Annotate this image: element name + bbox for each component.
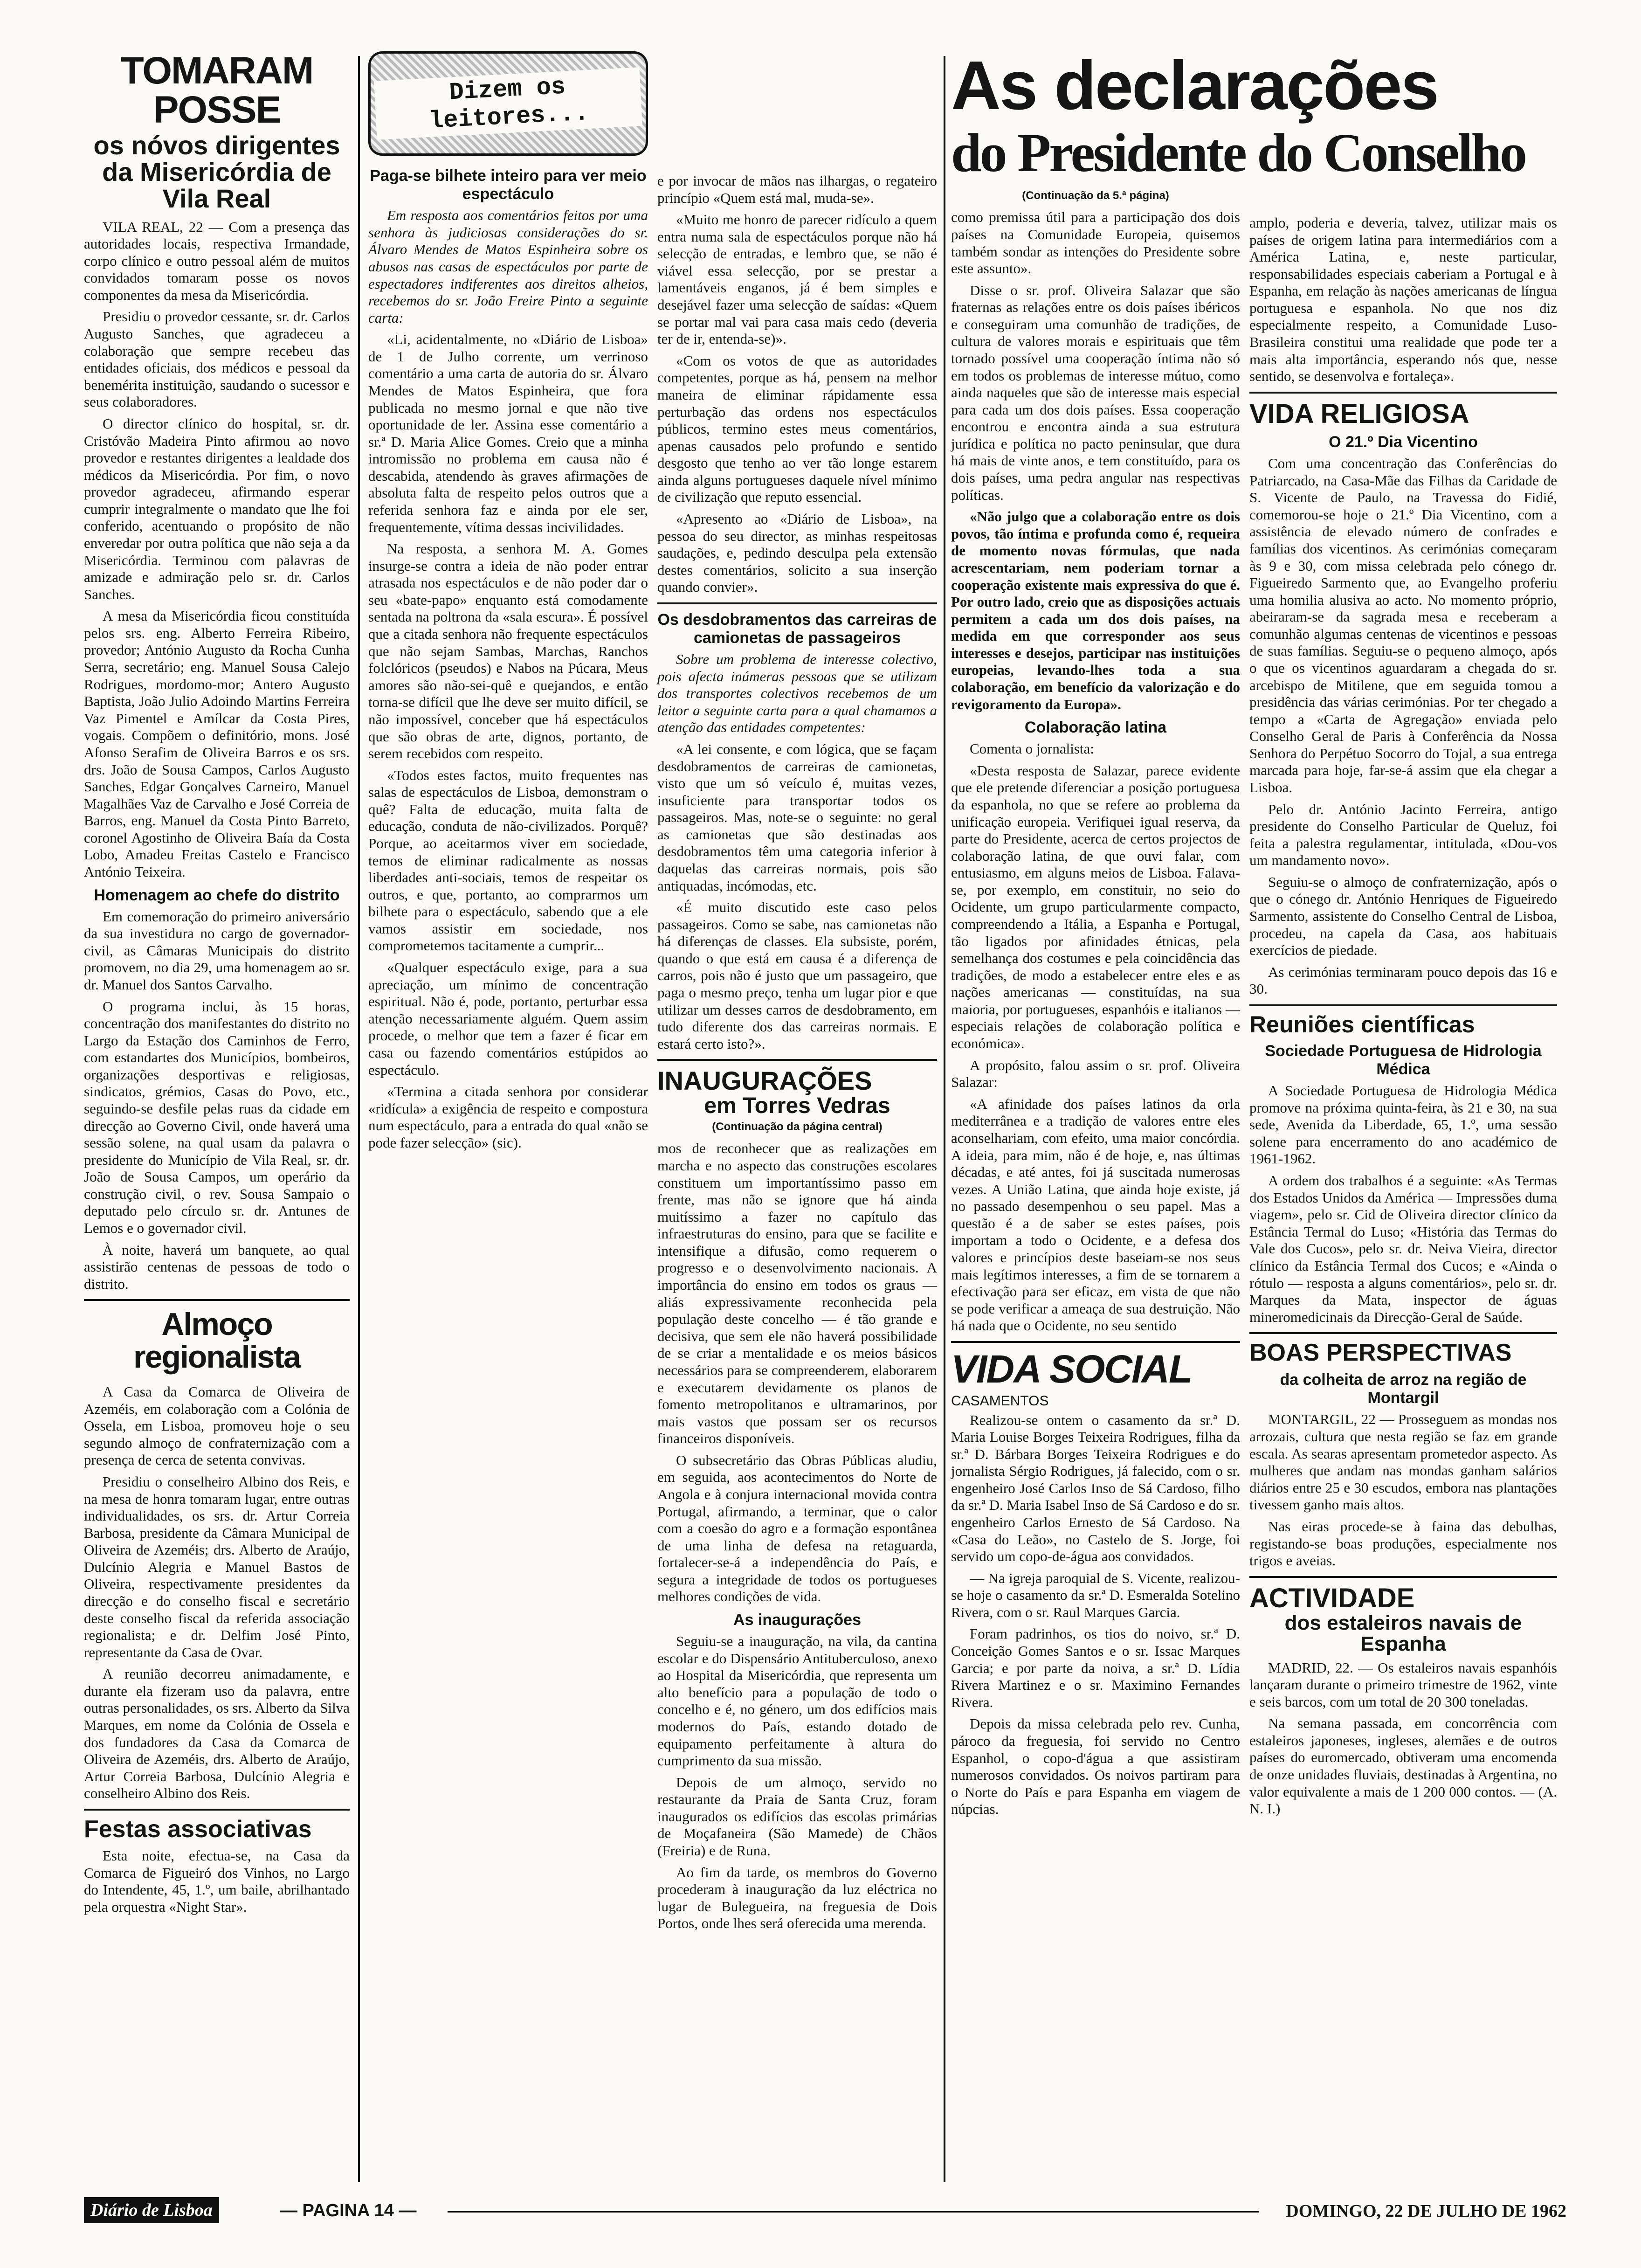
article-paragraph: Realizou-se ontem o casamento da sr.ª D. Maria Louise Borges Teixeira Rodrigues, filha da sr.ª D. Bárbara Borges Teixeira Rodrigues e do jornalista Sérgio Rodrigues, já falecido, com o sr. engenheiro José Carlos Inso de Sá Cardoso, filho da sr.ª D. Maria Isabel Inso de Sá Cardoso e do sr. engenheiro Carlos Ernesto de Sá Cardoso. Na «Casa do Leão», no Castelo de S. Jorge, foi servido um copo-de-água aos convidados. [951,1411,1240,1565]
page-footer [84,2197,1566,2225]
readers-banner-title: Dizem os leitores... [374,67,642,140]
article-paragraph: como premissa útil para a participação dos dois países na Comunidade Europeia, quisemos também sondar as intenções do Presidente sobre este assunto». [951,209,1240,277]
article-paragraph: Com uma concentração das Conferências do Patriarcado, na Casa-Mãe das Filhas da Caridade de S. Vicente de Paulo, na Travessa do Fidié, comemorou-se hoje o 21.º Dia Vicentino, com a assistência de elevado número de confrades e famílias dos vicentinos. As cerimónias começaram às 9 e 30, com missa celebrada pelo cónego dr. Figueiredo Sarmento que, ao Evangelho proferiu uma homilia alusiva ao acto. No momento próprio, abeiraram-se da sagrada mesa e receberam a comunhão algumas centenas de vicentinos e pessoas de suas famílias. Seguiu-se o pequeno almoço, após o que os vicentinos aguardaram a chegada do sr. arcebispo de Mitilene, que em seguida tomou a presidência das várias cerimónias. Por ter chegado a tempo a «Carta de Agregação» enviada pelo Conselho Geral de Paris à Conferência da Nossa Senhora do Perpétuo Socorro do Tojal, a sua entrega marcada para hoje, far-se-á assim que ela chegar a Lisboa. [1249,455,1557,796]
article-paragraph: «Qualquer espectáculo exige, para a sua apreciação, um mínimo de concentração espiritual. Não é, pode, portanto, perturbar essa atenção necessariamente alguém. Quem assim procede, o melhor que tem a fazer é ficar em casa ou fazendo comentários estúpidos ao espectáculo. [368,959,648,1078]
page-number: — PAGINA 14 — [280,2201,417,2220]
article-paragraph: Seguiu-se a inauguração, na vila, da cantina escolar e do Dispensário Antituberculoso, anexo ao Hospital da Misericórdia, que representa um alto benefício para a população de todo o concelho e é, no género, um dos edifícios mais modernos do País, estando dotado de equipamento perfeitamente à altura do cumprimento da sua missão. [657,1633,937,1769]
letter-heading: Paga-se bilhete inteiro para ver meio espectáculo [370,167,647,203]
section-subheading: Colaboração latina [1024,719,1167,737]
divider [657,602,937,604]
article-paragraph: Depois da missa celebrada pelo rev. Cunha, pároco da freguesia, foi servido no Centro Espanhol, o copo-d'água a que assistiram numerosos convidados. Os noivos partiram para o Norte do País e para Espanha em viagem de núpcias. [951,1715,1240,1818]
continuation-note: (Continuação da 5.ª página) [1022,189,1169,202]
headline-inauguracoes: INAUGURAÇÕES [657,1066,872,1096]
article-paragraph: «Desta resposta de Salazar, parece evidente que ele pretende diferenciar a posição portuguesa da espanhola, no que se refere ao problema da unificação europeia. Verifiquei igual reserva, da parte do Presidente, acerca de certos projectos de colaboração latina, de que ouvi falar, com entusiasmo, em alguns meios de Lisboa. Falava-se, por exemplo, em constituir, no seio do Ocidente, um grupo particularmente compacto, compreendendo a Itália, a Espanha e Portugal, tão ligados por afinidades étnicas, pela semelhança dos costumes e pela coincidência das tradições, de modo a estabelecer entre eles e as nações americanas — constituídas, na sua maioria, por portugueses, espanhóis e italianos — especiais relações de colaboração política e económica». [951,762,1240,1052]
article-paragraph: «Todos estes factos, muito frequentes nas salas de espectáculos de Lisboa, demonstram o quê? Falta de educação, muita falta de educação, conduta de não-civilizados. Porquê? Porque, ao aceitarmos viver em sociedade, temos de eliminar radicalmente as nossas liberdades anti-sociais, temos de respeitar os outros, e que, portanto, ao comprarmos um bilhete para o espectáculo, sabendo que a ele vamos assistir em sociedade, nos comprometemos tacitamente a cumprir... [368,767,648,954]
section-subheading: O 21.º Dia Vicentino [1329,433,1478,451]
divider [84,1299,350,1301]
article-paragraph: A propósito, falou assim o sr. prof. Oliveira Salazar: [951,1057,1240,1091]
divider [1249,1576,1557,1578]
article-paragraph: «Muito me honro de parecer ridículo a quem entra numa sala de espectáculos porque não há selecção de entradas, e lembro que, se não é viável essa selecção, por se prestar a lamentáveis enganos, já é bem simples e desejável fazer uma selecção de saídas: «Quem se portar mal vai para casa mais cedo (deveria ter de ir, entenda-se)». [657,211,937,347]
article-paragraph: A ordem dos trabalhos é a seguinte: «As Termas dos Estados Unidos da América — Impressões duma viagem», pelo sr. Cid de Oliveira director clínico da Estância Termal do Luso; «História das Termas do Vale dos Cucos», pelo sr. dr. Neiva Vieira, director clínico da Estância Termal dos Cucos; e «Ainda o rótulo — resposta a alguns comentários», pelo sr. dr. Marques da Mata, inspector de águas mineromedicinais da Direcção-Geral de Saúde. [1249,1172,1557,1325]
article-paragraph: — Na igreja paroquial de S. Vicente, realizou-se hoje o casamento da sr.ª D. Esmeralda Sotelino Rivera, com o sr. Raul Marques Garcia. [951,1570,1240,1620]
article-paragraph: Em comemoração do primeiro aniversário da sua investidura no cargo de governador-civil, as Câmaras Municipais do distrito promovem, no dia 29, uma homenagem ao sr. dr. Manuel dos Santos Carvalho. [84,908,350,993]
headline-vida-social: VIDA SOCIAL [951,1347,1192,1391]
headline-vida-religiosa: VIDA RELIGIOSA [1249,398,1469,429]
article-paragraph: À noite, haverá um banquete, ao qual assistirão centenas de pessoas de todo o distrito. [84,1241,350,1292]
section-subheading: Sociedade Portuguesa de Hidrologia Médica [1265,1042,1542,1079]
article-paragraph: A Sociedade Portuguesa de Hidrologia Médica promove na próxima quinta-feira, às 21 e 30, na sua sede, Avenida da Liberdade, 65, 1.º, uma sessão solene para encerramento do ano académico de 1961-1962. [1249,1082,1557,1167]
divider [657,1059,937,1061]
article-paragraph: Depois de um almoço, servido no restaurante da Praia de Santa Cruz, foram inaugurados os edifícios das escolas primárias de Moçafaneira (São Mamede) de Chãos (Freiria) e de Runa. [657,1774,937,1859]
article-paragraph: «É muito discutido este caso pelos passageiros. Como se sabe, nas camionetas não há diferenças de classes. Ela subsiste, porém, quando o que está em causa é a diferença de carros, pois não é justo que um passageiro, que paga o mesmo preço, tenha um lugar pior e que utilizar um desses carros de desdobramento, em tudo diferente dos das carreiras normais. E estará certo isto?». [657,899,937,1052]
column-5 [1249,214,1557,1822]
headline-reunioes-cientificas: Reuniões científicas [1249,1011,1475,1037]
article-paragraph: A mesa da Misericórdia ficou constituída pelos srs. eng. Alberto Ferreira Ribeiro, provedor; António Augusto da Rocha Cunha Serra, secretário; eng. Manuel Sousa Calejo Rodrigues, mordomo-mor; Antero Augusto Baptista, João Julio Adoindo Martins Ferreira Vaz Pimentel e Amílcar da Costa Pires, vogais. Compõem o definitório, mons. José Afonso Serafim de Oliveira Barros e os srs. drs. João de Sousa Campos, Carlos Augusto Sanches, Edgar Gonçalves Carneiro, Manuel Magalhães Vaz de Carvalho e José Correia de Barros, eng. Manuel da Costa Pinto Barreto, coronel Agostinho de Oliveira Baía da Costa Lobo, Amadeu Freitas Castelo e Francisco António Teixeira. [84,608,350,880]
headline-as-declaracoes: As declarações [951,47,1438,124]
subheadline-estaleiros: dos estaleiros navais de Espanha [1284,1611,1522,1655]
divider [1249,1004,1557,1006]
article-paragraph: Foram padrinhos, os tios do noivo, sr.ª D. Conceição Gomes Santos e o sr. Issac Marques Garcia; e por parte da noiva, a sr.ª D. Lídia Rivera Martinez e o sr. Maximino Fernandes Rivera. [951,1625,1240,1710]
headline-actividade: ACTIVIDADE [1249,1583,1415,1613]
divider [1249,392,1557,394]
article-paragraph: Na semana passada, em concorrência com estaleiros japoneses, ingleses, alemães e de outros países do euromercado, obtiveram uma encomenda de onze unidades fluviais, destinadas à Argentina, no valor equivalente a mais de 1 200 000 contos. — (A. N. I.) [1249,1715,1557,1817]
article-paragraph: «Com os votos de que as autoridades competentes, porque as há, pensem na melhor maneira de eliminar rápidamente essa perturbação das ordens nos espectáculos públicos, termino estes meus comentários, apenas causados pelo profundo e sentido desgosto que tenho ao ver tão longe estarem ainda alguns portugueses daquele nível mínimo de civilização que reputo essencial. [657,352,937,505]
column-1 [84,51,350,1920]
article-paragraph: Seguiu-se o almoço de confraternização, após o que o cónego dr. António Henriques de Figueiredo Sarmento, assistente do Conselho Central de Lisboa, procedeu, na capela da Casa, aos habituais exercícios de piedade. [1249,873,1557,959]
article-paragraph: «A afinidade dos países latinos da orla mediterrânea e a tradição de valores entre eles aconselhariam, com efeito, uma maior concórdia. A ideia, para mim, não é de hoje, e, nas últimas décadas, e até antes, foi já suscitada numerosas vezes. A União Latina, que ainda hoje existe, já no passado desempenhou o seu papel. Mas a questão é a de saber se estes países, pois importam a todo o Ocidente, e a defesa dos valores e princípios deste baseiam-se nos seus mais legítimos interesses, a fim de se tornarem a efectivação para ser eficaz, em vista de que não se pode verificar a ameaça de sua destruição. Não há nada que o Ocidente, no seu sentido [951,1095,1240,1334]
letter-heading: Os desdobramentos das carreiras de camionetas de passageiros [657,610,937,647]
article-paragraph: «Li, acidentalmente, no «Diário de Lisboa» de 1 de Julho corrente, um verrinoso comentário a uma carta de autoria do sr. Álvaro Mendes de Matos Espinheira, que fora publicada no mesmo jornal e que não tive oportunidade de ler. Assina esse comentário a sr.ª D. Maria Alice Gomes. Creio que a minha intromissão no problema em causa não é descabida, atendendo às graves afirmações de absoluta falta de respeito pelos outros que a referida senhora faz e ainda por ele ser, frequentemente, vítima dessas incivilidades. [368,331,648,535]
section-subheading: da colheita de arroz na região de Montargil [1280,1371,1527,1407]
footer-rule [448,2211,1259,2213]
column-rule-1 [358,56,360,2182]
headline-tomaram-posse: TOMARAM POSSE [120,49,313,131]
article-paragraph: VILA REAL, 22 — Com a presença das autoridades locais, respectiva Irmandade, corpo clínico e outro pessoal além de muitos convidados tomaram posse os novos componentes da mesa da Misericórdia. [84,218,350,303]
article-paragraph: Esta noite, efectua-se, na Casa da Comarca de Figueiró dos Vinhos, no Largo do Intendente, 45, 1.º, um baile, abrilhantado pela orquestra «Night Star». [84,1847,350,1915]
continuation-note: (Continuação da página central) [712,1120,883,1134]
article-paragraph: e por invocar de mãos nas ilhargas, o regateiro princípio «Quem está mal, muda-se». [657,173,937,206]
section-subheading: Homenagem ao chefe do distrito [94,886,340,904]
article-paragraph: MADRID, 22. — Os estaleiros navais espanhóis lançaram durante o primeiro trimestre de 1962, vinte e seis barcos, com um total de 20 300 toneladas. [1249,1659,1557,1710]
article-paragraph: «A lei consente, e com lógica, que se façam desdobramentos de carreiras de camionetas, visto que um só veículo é, muitas vezes, insuficiente para transportar todos os passageiros. Mas, note-se o seguinte: no geral as camionetas que são destinadas aos desdobramentos têm uma categoria inferior à daquelas das carreiras normais, pois são antiquadas, incómodas, etc. [657,740,937,894]
article-paragraph: «Não julgo que a colaboração entre os dois povos, tão íntima e profunda como é, requeira de momento novas fórmulas, que nada acrescentariam, nem poderiam tornar a cooperação existente mais expressiva do que é. Por outro lado, creio que as disposições actuais permitem a cada um dos dois países, na medida em que corresponder aos seus interesses e desejos, participar nas instituições europeias, levando-lhes toda a sua colaboração, em benefício da valorização e do revigoramento da Europa». [951,508,1240,712]
headline-boas-perspectivas: BOAS PERSPECTIVAS [1249,1339,1512,1367]
divider [951,1341,1240,1343]
article-paragraph: Pelo dr. António Jacinto Ferreira, antigo presidente do Conselho Particular de Queluz, foi feita a palestra regulamentar, intitulada, «Dou-vos um mandamento novo». [1249,801,1557,869]
section-subheading: CASAMENTOS [951,1393,1049,1409]
letter-intro: Sobre um problema de interesse colectivo, pois afecta inúmeras pessoas que se utilizam dos transportes colectivos recebemos de um leitor a seguinte carta para a qual chamamos a atenção das entidades competentes: [657,651,937,736]
headline-almoco-regionalista: Almoço regionalista [133,1307,300,1375]
article-paragraph: Ao fim da tarde, os membros do Governo procederam à inauguração da luz eléctrica no lugar de Bulegueira, na freguesia de Dois Portos, onde lhes será oferecida uma merenda. [657,1864,937,1932]
article-paragraph: O programa inclui, às 15 horas, concentração dos manifestantes do distrito no Largo da Estação dos Caminhos de Ferro, com estandartes dos Municípios, bombeiros, organizações desportivas e religiosas, sindicatos, grémios, Casas do Povo, etc., seguindo-se desfile pelas ruas da cidade em direcção ao Governo Civil, onde haverá uma sessão solene, na qual usam da palavra o presidente do Município de Vila Real, sr. dr. João de Sousa Campos, um operário da construção civil, o rev. Sousa Sampaio o deputado pelo círculo sr. dr. Antunes de Lemos e o governador civil. [84,998,350,1237]
article-paragraph: A reunião decorreu animadamente, e durante ela fizeram uso da palavra, entre outras personalidades, os srs. Alberto da Silva Marques, em nome da Colónia de Ossela e dos fundadores da Casa da Comarca de Oliveira de Azeméis, drs. Alberto de Araújo, Artur Correia Barbosa, Dulcínio Alegria e conselheiro Albino dos Reis. [84,1666,350,1802]
column-rule-2 [944,56,945,2182]
subheadline-misericordia: os nóvos dirigentes da Misericórdia de Vila Real [93,131,340,214]
article-paragraph: Comenta o jornalista: [970,740,1094,757]
article-paragraph: Disse o sr. prof. Oliveira Salazar que são fraternas as relações entre os dois países ibéricos e conseguiram uma comunhão de tradições, de cultura de valores morais e espirituais que têm tornado possível uma cooperação íntima não só em todos os problemas de interesse mútuo, como ainda naqueles que são de interesse mais especial para cada um dos dois países. Essa cooperação encontrou e encontra ainda a sua estrutura jurídica e política no pacto peninsular, que dura há mais de vinte anos, e tem constituído, para os dois países, uma pedra angular nas respectivas políticas. [951,282,1240,503]
issue-date: DOMINGO, 22 DE JULHO DE 1962 [1286,2201,1566,2221]
article-paragraph: amplo, poderia e deveria, talvez, utilizar mais os países de origem latina para intermediários com a América Latina, e, neste particular, responsabilidades especiais caberiam a Portugal e à Espanha, em relação às nações americanas de língua portuguesa e espanhola. No que nos diz especialmente respeito, a Comunidade Luso-Brasileira constitui uma realidade que pode ter a mais alta importância, esperando nós que, nesse sentido, se desenvolva e fortaleça». [1249,214,1557,385]
headline-festas-associativas: Festas associativas [84,1815,312,1843]
subheadline-torres-vedras: em Torres Vedras [704,1093,890,1119]
column-2 [368,51,648,1156]
article-paragraph: As cerimónias terminaram pouco depois das 16 e 30. [1249,963,1557,997]
article-paragraph: «Apresento ao «Diário de Lisboa», na pessoa do seu director, as minhas respeitosas saudações, e, pedindo desculpa pela extensão destes comentários, solicito a sua inserção quando convier». [657,510,937,595]
article-paragraph: A Casa da Comarca de Oliveira de Azeméis, em colaboração com a Colónia de Ossela, em Lisboa, promoveu hoje o seu segundo almoço de confraternização com a presença de cerca de setenta convivas. [84,1383,350,1468]
article-paragraph: Presidiu o provedor cessante, sr. dr. Carlos Augusto Sanches, que agradeceu a colaboração que sempre recebeu das entidades oficiais, dos médicos e pessoal da benemérita instituição, saudando o sucessor e seus colaboradores. [84,308,350,410]
article-paragraph: Presidiu o conselheiro Albino dos Reis, e na mesa de honra tomaram lugar, entre outras individualidades, os srs. dr. Artur Correia Barbosa, presidente da Câmara Municipal de Oliveira de Azeméis; drs. Alberto de Araújo, Dulcínio Alegria e Manuel Bastos de Oliveira, respectivamente presidentes da direcção e do conselho fiscal e secretário deste conselho fiscal da referida associação regionalista; e dr. Delfim José Pinto, representante da Casa de Ovar. [84,1473,350,1660]
divider [84,1809,350,1811]
article-paragraph: O director clínico do hospital, sr. dr. Cristóvão Madeira Pinto afirmou ao novo provedor e restantes dirigentes a lealdade dos médicos da Misericórdia. Por fim, o novo provedor agradeceu, afirmando esperar cumprir integralmente o mandato que lhe foi conferido, acentuando o propósito de não enveredar por outra política que não seja a da Misericórdia. Terminou com palavras de amizade e admiração pelo sr. dr. Carlos Sanches. [84,415,350,602]
masthead-logo: Diário de Lisboa [84,2197,219,2223]
letter-intro: Em resposta aos comentários feitos por uma senhora às judiciosas considerações do sr. Álvaro Mendes de Matos Espinheira sobre os abusos nas casas de espectáculos por parte de espectadores indiferentes aos direitos alheios, recebemos do sr. João Freire Pinto a seguinte carta: [368,207,648,326]
article-paragraph: MONTARGIL, 22 — Prosseguem as mondas nos arrozais, cultura que nesta região se faz em grande escala. As searas apresentam prometedor aspecto. As mulheres que andam nas mondas ganham salários diários entre 25 e 30 escudos, embora nas plantações tivessem ganho mais altos. [1249,1411,1557,1513]
article-paragraph: mos de reconhecer que as realizações em marcha e no aspecto das construções escolares constituem um importantíssimo passo em frente, mas não se ignore que há ainda muitíssimo a fazer no capítulo das infraestruturas do ensino, para que se facilite e intensifique a difusão, como requerem o progresso e o desenvolvimento nacionais. A importância do ensino em todos os graus — aliás expressivamente reconhecida pela população deste concelho — é tão grande e decisiva, que sem ele não haverá possibilidade de se criar a mentalidade e os meios básicos necessários para se compreenderem, elaborarem e executarem devidamente os planos de fomento metropolitanos e ultramarinos, por mais vastos que possam ser os recursos financeiros disponíveis. [657,1140,937,1447]
readers-banner [368,51,648,156]
headline-presidente-conselho: do Presidente do Conselho [951,122,1525,183]
article-paragraph: Na resposta, a senhora M. A. Gomes insurge-se contra a ideia de não poder entrar atrasada nos espectáculos e de não poder dar o seu «bate-papo» enquanto está comodamente sentada na poltrona da «sala escura». É possível que a citada senhora não frequente espectáculos que não sejam Sambas, Marchas, Ranchos folclóricos (pseudos) e Nabos na Púcara, Meus amores são não-sei-quê e quejandos, e então torna-se difícil que lhe deve ser muito difícil, se não impossível, conceber que há espectáculos que são obras de arte, dignos, portanto, de serem recebidos com respeito. [368,540,648,762]
article-paragraph: «Termina a citada senhora por considerar «ridícula» a exigência de respeito e compostura num espectáculo, para a entrada do qual «não se pode fazer selecção» (sic). [368,1083,648,1151]
section-subheading: As inaugurações [733,1611,861,1629]
column-3 [657,173,937,1937]
article-paragraph: Nas eiras procede-se à faina das debulhas, registando-se boas produções, especialmente nos trigos e aveias. [1249,1518,1557,1569]
article-paragraph: O subsecretário das Obras Públicas aludiu, em seguida, aos acontecimentos do Norte de Angola e à conjura internacional movida contra Portugal, afirmando, a terminar, que o calor com a coesão do agro e a formação espontânea de uma linha de defesa na retaguarda, fortalecer-se-á a independência do País, e segura a integridade de todos os portugueses melhores condições de vida. [657,1452,937,1605]
divider [1249,1332,1557,1334]
